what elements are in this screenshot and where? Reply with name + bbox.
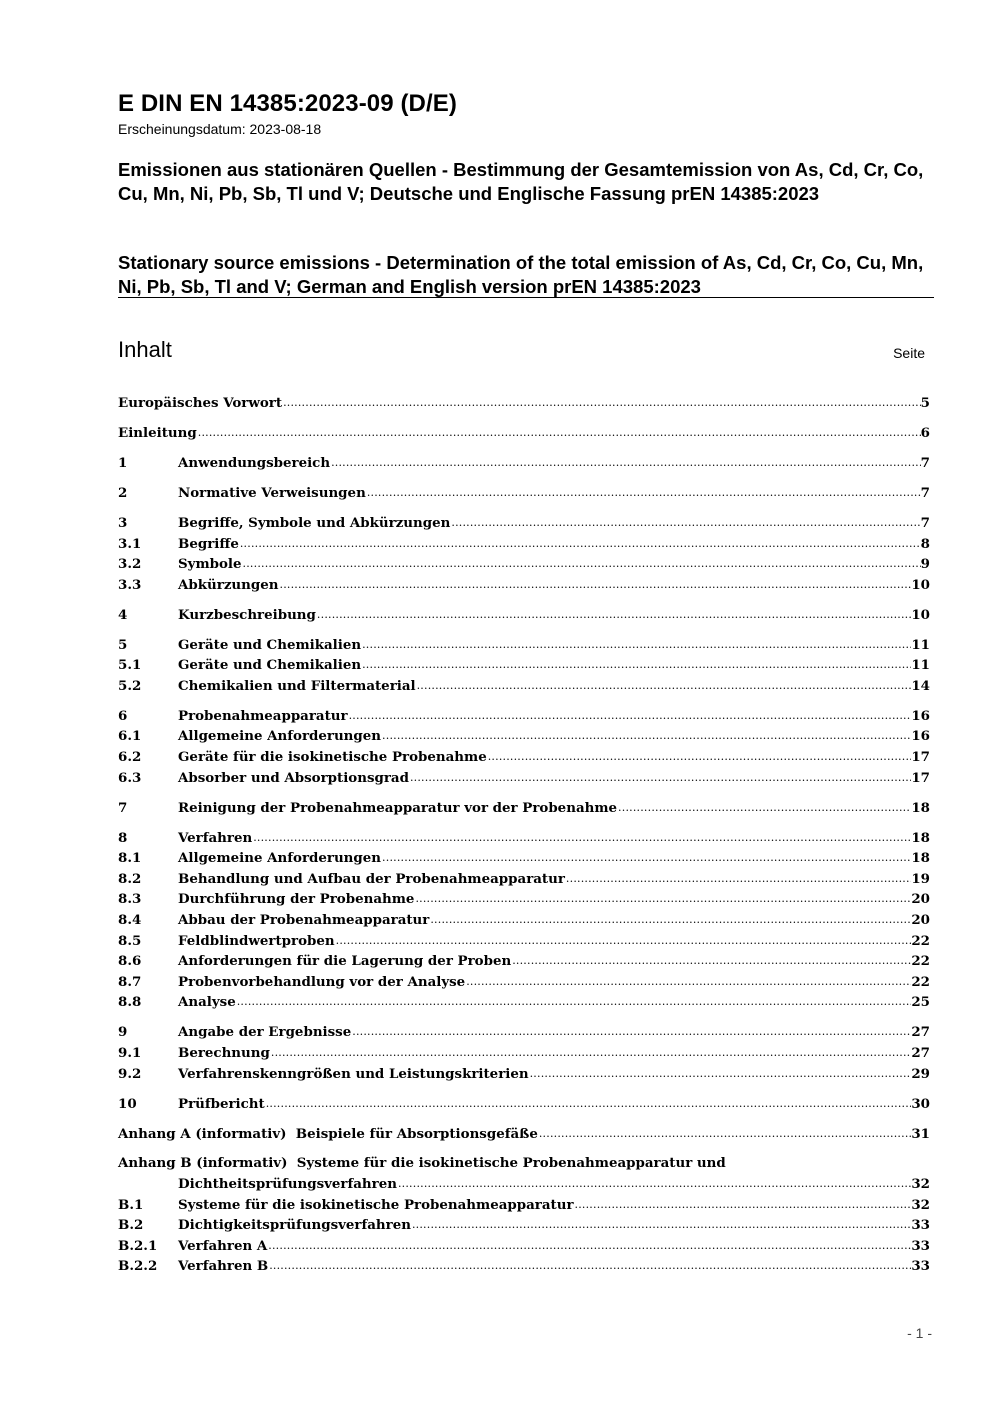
toc-leader-dots xyxy=(574,1195,912,1216)
toc-entry-number: 7 xyxy=(118,799,128,816)
toc-leader-dots xyxy=(409,768,911,789)
toc-entry-page: 8 xyxy=(920,535,930,552)
toc-entry-title: Verfahren B xyxy=(178,1258,269,1275)
toc-entry[interactable] xyxy=(118,706,930,727)
toc-leader-dots xyxy=(397,1174,911,1195)
title-english: Stationary source emissions - Determination of the total emission of As, Cd, Cr, Co, Cu, Mn, Ni, Pb, Sb, Tl and V; German and English version prEN 14385:2023 xyxy=(118,252,924,297)
toc-entry[interactable] xyxy=(118,951,930,972)
toc-leader-dots xyxy=(617,798,911,819)
toc-entry-number: 8.5 xyxy=(118,932,142,949)
toc-entry-page: 14 xyxy=(911,677,930,694)
toc-entry-page: 11 xyxy=(911,636,930,653)
toc-entry-page: 32 xyxy=(911,1176,930,1193)
toc-leader-dots xyxy=(411,1215,911,1236)
toc-entry[interactable] xyxy=(118,1094,930,1115)
toc-entry-title: Geräte und Chemikalien xyxy=(178,657,362,674)
toc-entry-number: 1 xyxy=(118,454,128,471)
toc-entry-page: 7 xyxy=(920,514,930,531)
toc-entry[interactable] xyxy=(118,931,930,952)
toc-entry-page: 7 xyxy=(920,454,930,471)
toc-entry-title: Probenvorbehandlung vor der Analyse xyxy=(178,973,466,990)
toc-entry[interactable] xyxy=(118,1195,930,1216)
toc-entry-page: 5 xyxy=(920,395,930,411)
toc-entry-title: Feldblindwertproben xyxy=(178,932,335,949)
toc-entry-title: Dichtigkeitsprüfungsverfahren xyxy=(178,1217,411,1234)
toc-heading: Inhalt xyxy=(118,337,172,362)
toc-entry-title: Allgemeine Anforderungen xyxy=(178,728,382,745)
toc-entry-number: 5 xyxy=(118,636,128,653)
toc-entry[interactable] xyxy=(118,726,930,747)
toc-leader-dots xyxy=(197,423,921,444)
toc-entry-title: Analyse xyxy=(178,994,236,1011)
toc-leader-dots xyxy=(366,483,921,504)
toc-entry-title: Reinigung der Probenahmeapparatur vor der Probenahme xyxy=(178,799,618,816)
toc-leader-dots xyxy=(282,393,921,414)
toc-leader-dots xyxy=(242,554,921,575)
toc-leader-dots xyxy=(270,1043,911,1064)
toc-entry[interactable] xyxy=(118,554,930,575)
toc-entry-page: 22 xyxy=(911,932,930,949)
toc-entry-page: 18 xyxy=(911,829,930,846)
toc-entry[interactable] xyxy=(118,889,930,910)
toc-entry-number: 10 xyxy=(118,1095,137,1112)
toc-leader-dots xyxy=(511,951,911,972)
toc-entry-page: 29 xyxy=(911,1065,930,1082)
toc-leader-dots xyxy=(316,605,911,626)
toc-entry-title: Absorber und Absorptionsgrad xyxy=(178,769,409,786)
toc-entry-page: 17 xyxy=(911,749,930,766)
toc-entry[interactable] xyxy=(118,1022,930,1043)
toc-entry-number: 8.6 xyxy=(118,953,142,970)
toc-entry-title: Allgemeine Anforderungen xyxy=(178,850,382,867)
toc-entry[interactable] xyxy=(118,575,930,596)
toc-entry[interactable] xyxy=(118,747,930,768)
toc-entry-page: 33 xyxy=(911,1217,930,1234)
toc-entry-page: 33 xyxy=(911,1258,930,1275)
toc-entry-title: Anhang B (informativ) Systeme für die isokinetische Probenahmeapparatur und xyxy=(118,1155,726,1172)
toc-entry-number: 5.2 xyxy=(118,677,142,694)
toc-entry[interactable] xyxy=(118,1064,930,1085)
toc-entry-page: 20 xyxy=(911,891,930,908)
toc-entry-page: 22 xyxy=(911,953,930,970)
toc-entry-title: Behandlung und Aufbau der Probenahmeapparatur xyxy=(178,870,565,887)
toc-entry-title: Probenahmeapparatur xyxy=(178,707,348,724)
toc-entry-page: 31 xyxy=(911,1125,930,1142)
toc-entry-title: Anhang A (informativ) Beispiele für Absorptionsgefäße xyxy=(118,1125,538,1142)
toc-entry-title: Begriffe xyxy=(178,535,239,552)
table-of-contents xyxy=(118,393,930,1277)
toc-page-label: Seite xyxy=(893,345,925,361)
toc-entry-number: 9 xyxy=(118,1024,128,1041)
toc-leader-dots xyxy=(239,534,921,555)
toc-entry-title: Anforderungen für die Lagerung der Proben xyxy=(178,953,512,970)
toc-entry[interactable] xyxy=(118,1153,930,1194)
toc-entry[interactable] xyxy=(118,1043,930,1064)
toc-entry-title: Anwendungsbereich xyxy=(178,454,331,471)
toc-leader-dots xyxy=(465,972,911,993)
toc-entry[interactable] xyxy=(118,972,930,993)
toc-entry-page: 10 xyxy=(911,576,930,593)
toc-entry-number: 8.2 xyxy=(118,870,142,887)
toc-entry[interactable] xyxy=(118,1256,930,1277)
toc-entry-title: Geräte für die isokinetische Probenahme xyxy=(178,749,487,766)
toc-entry-number: B.2.2 xyxy=(118,1258,158,1275)
toc-leader-dots xyxy=(538,1124,912,1145)
toc-entry-number: 3.1 xyxy=(118,535,142,552)
toc-leader-dots xyxy=(416,676,912,697)
toc-entry-page: 16 xyxy=(911,728,930,745)
title-german: Emissionen aus stationären Quellen - Bestimmung der Gesamtemission von As, Cd, Cr, Co, Cu, Mn, Ni, Pb, Sb, Tl und V; Deutsche und Englische Fassung prEN 14385:2023 xyxy=(118,159,924,204)
toc-leader-dots xyxy=(351,1022,911,1043)
toc-entry[interactable] xyxy=(118,605,930,626)
toc-leader-dots xyxy=(252,828,911,849)
toc-leader-dots xyxy=(529,1064,912,1085)
toc-leader-dots xyxy=(381,848,911,869)
toc-entry[interactable] xyxy=(118,1124,930,1145)
toc-entry-number: 6 xyxy=(118,707,128,724)
toc-leader-dots xyxy=(236,992,912,1013)
toc-entry-number: 5.1 xyxy=(118,657,142,674)
toc-entry-page: 11 xyxy=(911,657,930,674)
toc-entry-page: 27 xyxy=(911,1024,930,1041)
toc-entry-title: Kurzbeschreibung xyxy=(178,606,316,623)
toc-entry-number: 8.3 xyxy=(118,891,142,908)
toc-entry-number: 6.2 xyxy=(118,749,142,766)
toc-entry-number: 3.3 xyxy=(118,576,142,593)
toc-entry-title: Verfahren A xyxy=(178,1237,268,1254)
toc-leader-dots xyxy=(450,513,920,534)
toc-entry-page: 25 xyxy=(911,994,930,1011)
toc-entry-number: 8.8 xyxy=(118,994,142,1011)
toc-entry-title: Geräte und Chemikalien xyxy=(178,636,362,653)
toc-entry-page: 10 xyxy=(911,606,930,623)
toc-entry-page: 18 xyxy=(911,799,930,816)
toc-entry[interactable] xyxy=(118,992,930,1013)
toc-leader-dots xyxy=(348,706,912,727)
toc-leader-dots xyxy=(414,889,911,910)
toc-entry[interactable] xyxy=(118,869,930,890)
toc-entry[interactable] xyxy=(118,798,930,819)
toc-entry[interactable] xyxy=(118,1215,930,1236)
toc-entry-number: 6.1 xyxy=(118,728,142,745)
document-id: E DIN EN 14385:2023-09 (D/E) xyxy=(118,90,457,117)
toc-leader-dots xyxy=(335,931,912,952)
toc-entry-number: B.2.1 xyxy=(118,1237,158,1254)
page-number: - 1 - xyxy=(907,1325,932,1341)
toc-entry[interactable] xyxy=(118,483,930,504)
toc-entry-number: 9.2 xyxy=(118,1065,142,1082)
toc-entry-title: Chemikalien und Filtermaterial xyxy=(178,677,416,694)
toc-leader-dots xyxy=(487,747,912,768)
toc-entry[interactable] xyxy=(118,534,930,555)
toc-entry[interactable] xyxy=(118,676,930,697)
toc-entry-title: Prüfbericht xyxy=(178,1095,265,1112)
toc-entry-number: 8 xyxy=(118,829,128,846)
toc-entry-page: 7 xyxy=(920,484,930,501)
toc-entry[interactable] xyxy=(118,423,930,444)
toc-leader-dots xyxy=(361,655,911,676)
toc-entry-number: 2 xyxy=(118,484,128,501)
toc-entry-title: Europäisches Vorwort xyxy=(118,395,283,411)
toc-entry-number: 3 xyxy=(118,514,128,531)
toc-entry-title: Systeme für die isokinetische Probenahmeapparatur xyxy=(178,1196,574,1213)
toc-entry-title: Verfahrenskenngrößen und Leistungskriterien xyxy=(178,1065,529,1082)
toc-entry-number: 8.1 xyxy=(118,850,142,867)
toc-entry-page: 6 xyxy=(920,424,930,441)
toc-entry-title: Symbole xyxy=(178,556,242,573)
toc-entry-title: Durchführung der Probenahme xyxy=(178,891,415,908)
toc-leader-dots xyxy=(565,869,911,890)
toc-leader-dots xyxy=(361,635,911,656)
toc-leader-dots xyxy=(381,726,911,747)
toc-entry[interactable] xyxy=(118,768,930,789)
toc-entry-number: 3.2 xyxy=(118,556,142,573)
toc-entry[interactable] xyxy=(118,828,930,849)
toc-entry-title: Abkürzungen xyxy=(178,576,279,593)
toc-leader-dots xyxy=(268,1256,911,1277)
toc-entry-title: Angabe der Ergebnisse xyxy=(178,1024,352,1041)
toc-entry[interactable] xyxy=(118,655,930,676)
toc-entry-page: 16 xyxy=(911,707,930,724)
toc-entry[interactable] xyxy=(118,393,930,414)
toc-entry[interactable] xyxy=(118,910,930,931)
toc-entry-page: 9 xyxy=(920,556,930,573)
toc-entry-title: Einleitung xyxy=(118,424,197,441)
toc-entry-page: 22 xyxy=(911,973,930,990)
toc-entry-number: 8.7 xyxy=(118,973,142,990)
toc-entry-page: 30 xyxy=(911,1095,930,1112)
toc-entry-title: Verfahren xyxy=(178,829,253,846)
toc-entry-page: 32 xyxy=(911,1196,930,1213)
title-underline xyxy=(118,297,934,298)
toc-entry-title: Berechnung xyxy=(178,1044,270,1061)
toc-entry-page: 17 xyxy=(911,769,930,786)
toc-entry-title-continued: Dichtheitsprüfungsverfahren xyxy=(178,1176,397,1193)
toc-leader-dots xyxy=(265,1094,912,1115)
toc-entry-number: 6.3 xyxy=(118,769,142,786)
toc-entry-page: 20 xyxy=(911,911,930,928)
toc-entry[interactable] xyxy=(118,1236,930,1257)
toc-entry-number: B.1 xyxy=(118,1196,144,1213)
toc-entry-page: 33 xyxy=(911,1237,930,1254)
toc-entry-page: 18 xyxy=(911,850,930,867)
toc-entry-title: Abbau der Probenahmeapparatur xyxy=(178,911,430,928)
toc-leader-dots xyxy=(279,575,912,596)
toc-entry[interactable] xyxy=(118,635,930,656)
toc-leader-dots xyxy=(330,453,921,474)
toc-entry-page: 19 xyxy=(911,870,930,887)
toc-entry-number: 8.4 xyxy=(118,911,142,928)
toc-leader-dots xyxy=(267,1236,911,1257)
toc-entry-number: 9.1 xyxy=(118,1044,142,1061)
toc-leader-dots xyxy=(429,910,911,931)
publication-date: Erscheinungsdatum: 2023-08-18 xyxy=(118,121,322,137)
toc-entry[interactable] xyxy=(118,513,930,534)
toc-entry-number: 4 xyxy=(118,606,128,623)
toc-entry[interactable] xyxy=(118,453,930,474)
toc-entry-title: Begriffe, Symbole und Abkürzungen xyxy=(178,514,451,531)
toc-entry-page: 27 xyxy=(911,1044,930,1061)
toc-entry-number: B.2 xyxy=(118,1217,144,1234)
toc-entry-title: Normative Verweisungen xyxy=(178,484,366,501)
toc-entry[interactable] xyxy=(118,848,930,869)
